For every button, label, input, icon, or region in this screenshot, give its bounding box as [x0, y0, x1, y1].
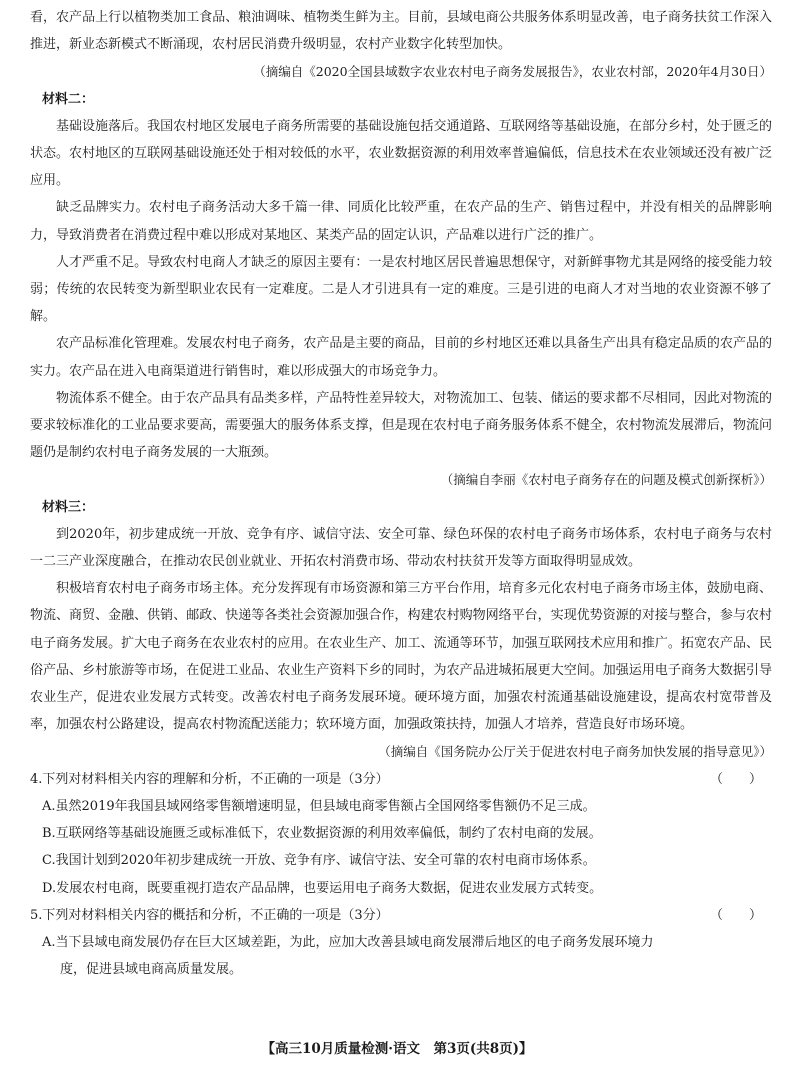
question-4-option-c: C.我国计划到2020年初步建成统一开放、竞争有序、诚信守法、安全可靠的农村电商市场体系。 [42, 853, 596, 869]
material2-paragraph: 缺乏品牌实力。农村电子商务活动大多千篇一律、同质化比较严重，在农产品的生产、销售过程中，并没有相关的品牌影响力，导致消费者在消费过程中难以形成对某地区、某类产品的固定认识，产品难以进行广泛的推广。 [30, 200, 772, 243]
material2-source: （摘编自李丽《农村电子商务存在的问题及模式创新探析》） [440, 472, 772, 488]
material3-heading: 材料三： [42, 499, 95, 515]
answer-parentheses: （ ） [709, 907, 762, 923]
question-4-option-a: A.虽然2019年我国县域网络零售额增速明显，但县域电商零售额占全国网络零售额仍不足三成。 [42, 798, 596, 814]
material3-paragraph: 积极培育农村电子商务市场主体。充分发挥现有市场资源和第三方平台作用，培育多元化农村电子商务市场主体，鼓励电商、物流、商贸、金融、供销、邮政、快递等各类社会资源加强合作，构建农村购物网络平台，实现优势资源的对接与整合，参与农村电子商务发展。扩大电子商务在农业农村的应用。在农业生产、加工、流通等环节，加强互联网技术应用和推广。拓宽农产品、民俗产品、乡村旅游等市场，在促进工业品、农业生产资料下乡的同时，为农产品进城拓展更大空间。加强运用电子商务大数据引导农业生产，促进农业发展方式转变。改善农村电子商务发展环境。硬环境方面，加强农村流通基础设施建设，提高农村宽带普及率，加强农村公路建设，提高农村物流配送能力；软环境方面，加强政策扶持，加强人才培养，营造良好市场环境。 [30, 581, 772, 733]
question-4-option-d: D.发展农村电商，既要重视打造农产品品牌，也要运用电子商务大数据，促进农业发展方式转变。 [42, 880, 603, 896]
material2-heading: 材料二： [42, 91, 95, 107]
question-5-stem: 5.下列对材料相关内容的概括和分析，不正确的一项是（3分） [30, 907, 389, 923]
question-5-option-a: A.当下县域电商发展仍存在巨大区域差距，为此，应加大改善县域电商发展滞后地区的电子商务发展环境力 [42, 934, 654, 950]
question-4 [30, 766, 772, 793]
question-4-stem: 4.下列对材料相关内容的理解和分析，不正确的一项是（3分） [30, 771, 389, 787]
material2-paragraph: 人才严重不足。导致农村电商人才缺乏的原因主要有：一是农村地区居民普遍思想保守，对新鲜事物尤其是网络的接受能力较弱；传统的农民转变为新型职业农民有一定难度。二是人才引进具有一定的难度。三是引进的电商人才对当地的农业资源不够了解。 [30, 254, 772, 325]
question-5 [30, 902, 772, 929]
material1-tail-paragraph: 看，农产品上行以植物类加工食品、粮油调味、植物类生鲜为主。目前，县域电商公共服务体系明显改善，电子商务扶贫工作深入推进，新业态新模式不断涌现，农村居民消费升级明显，农村产业数字化转型加快。 [30, 10, 772, 53]
page-content [30, 4, 772, 983]
material3-source: （摘编自《国务院办公厅关于促进农村电子商务加快发展的指导意见》） [378, 744, 772, 760]
answer-parentheses: （ ） [709, 771, 762, 787]
material3-paragraph: 到2020年，初步建成统一开放、竞争有序、诚信守法、安全可靠、绿色环保的农村电子商务市场体系，农村电子商务与农村一二三产业深度融合，在推动农民创业就业、开拓农村消费市场、带动农村扶贫开发等方面取得明显成效。 [30, 526, 772, 570]
material1-source: （摘编自《2020全国县域数字农业农村电子商务发展报告》，农业农村部，2020年4月30日） [253, 64, 772, 80]
material2-paragraph: 农产品标准化管理难。发展农村电子商务，农产品是主要的商品，目前的乡村地区还难以具备生产出具有稳定品质的农产品的实力。农产品在进入电商渠道进行销售时，难以形成强大的市场竞争力。 [30, 336, 772, 379]
question-4-option-b: B.互联网络等基础设施匮乏或标准低下，农业数据资源的利用效率偏低，制约了农村电商的发展。 [42, 826, 602, 842]
material2-paragraph: 基础设施落后。我国农村地区发展电子商务所需要的基础设施包括交通道路、互联网络等基础设施，在部分乡村，处于匮乏的状态。农村地区的互联网基础设施还处于相对较低的水平，农业数据资源的利用效率普遍偏低，信息技术在农业领域还没有被广泛应用。 [30, 118, 772, 189]
material2-paragraph: 物流体系不健全。由于农产品具有品类多样，产品特性差异较大，对物流加工、包装、储运的要求都不尽相同，因此对物流的要求较标准化的工业品要求要高，需要强大的服务体系支撑，但是现在农村电子商务服务体系不健全，农村物流发展滞后，物流问题仍是制约农村电子商务发展的一大瓶颈。 [30, 390, 772, 461]
question-5-option-a-continued: 度，促进县域电商高质量发展。 [60, 962, 243, 978]
page-footer: 【高三10月质量检测·语文 第3页(共8页)】 [261, 1041, 533, 1057]
